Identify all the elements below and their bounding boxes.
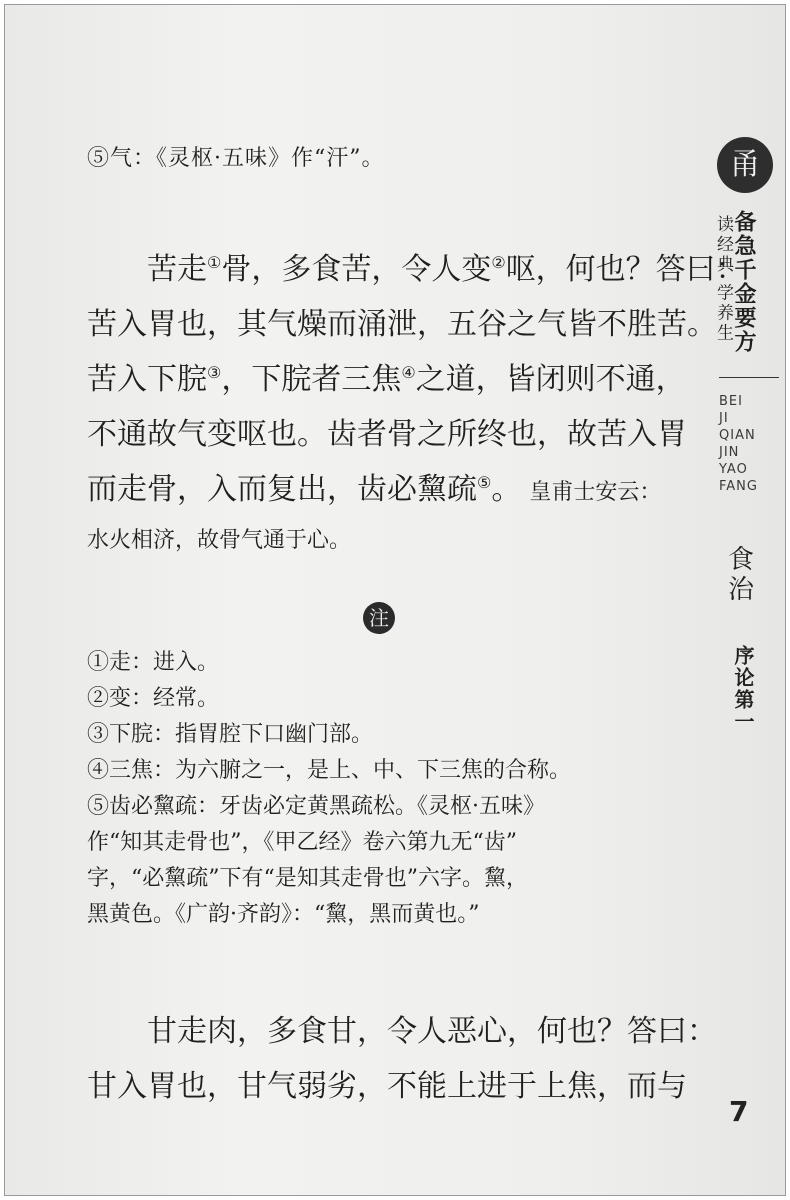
book-page	[4, 4, 786, 1196]
note-item: ⑤齿必黧疏：牙齿必定黄黑疏松。《灵枢·五味》	[87, 794, 545, 819]
page-number: 7	[729, 1095, 749, 1128]
note-continuation: 黑黄色。《广韵·齐韵》：“黧，黑而黄也。”	[87, 902, 480, 927]
divider	[719, 377, 779, 378]
notes-list	[87, 645, 677, 933]
note-continuation: 作“知其走骨也”，《甲乙经》卷六第九无“齿”	[87, 830, 517, 855]
text-line: 苦入胃也，其气燥而涌泄，五谷之气皆不胜苦。	[87, 307, 717, 342]
section-title: 序论第一	[731, 645, 755, 733]
text-line: 甘走肉，多食甘，令人恶心，何也？答曰：	[147, 1014, 717, 1049]
text-line: 水火相济，故骨气通于心。	[87, 528, 352, 553]
text-line: 而走骨，入而复出，齿必黧疏⑤。 皇甫士安云：	[87, 472, 662, 507]
note-item: ③下脘：指胃腔下口幽门部。	[87, 722, 374, 747]
series-subtitle: 读经典 学养生	[713, 215, 733, 344]
passage-sweet	[87, 1014, 717, 1127]
note-item: ②变：经常。	[87, 686, 220, 711]
note-item: ④三焦：为六腑之一，是上、中、下三焦的合称。	[87, 758, 572, 783]
note-continuation: 字，“必黧疏”下有“是知其走骨也”六字。黧，	[87, 866, 528, 891]
sidebar	[705, 5, 785, 1195]
series-logo-icon: 甬	[717, 137, 773, 193]
note-item: ①走：进入。	[87, 650, 220, 675]
text-line: 不通故气变呕也。齿者骨之所终也，故苦入胃	[87, 417, 687, 452]
chapter-title: 食治	[727, 545, 754, 605]
text-line: 甘入胃也，甘气弱劣，不能上进于上焦，而与	[87, 1069, 687, 1104]
pinyin-title: BEI JI QIAN JIN YAO FANG	[719, 394, 758, 494]
text-line: 苦走①骨，多食苦，令人变②呕，何也？答曰：	[147, 252, 746, 287]
carryover-footnote: ⑤气：《灵枢·五味》作“汗”。	[87, 146, 385, 171]
text-line: 苦入下脘③，下脘者三焦④之道，皆闭则不通，	[87, 362, 686, 397]
notes-heading-badge: 注	[363, 602, 395, 634]
book-title: 备急千金要方	[731, 210, 757, 354]
